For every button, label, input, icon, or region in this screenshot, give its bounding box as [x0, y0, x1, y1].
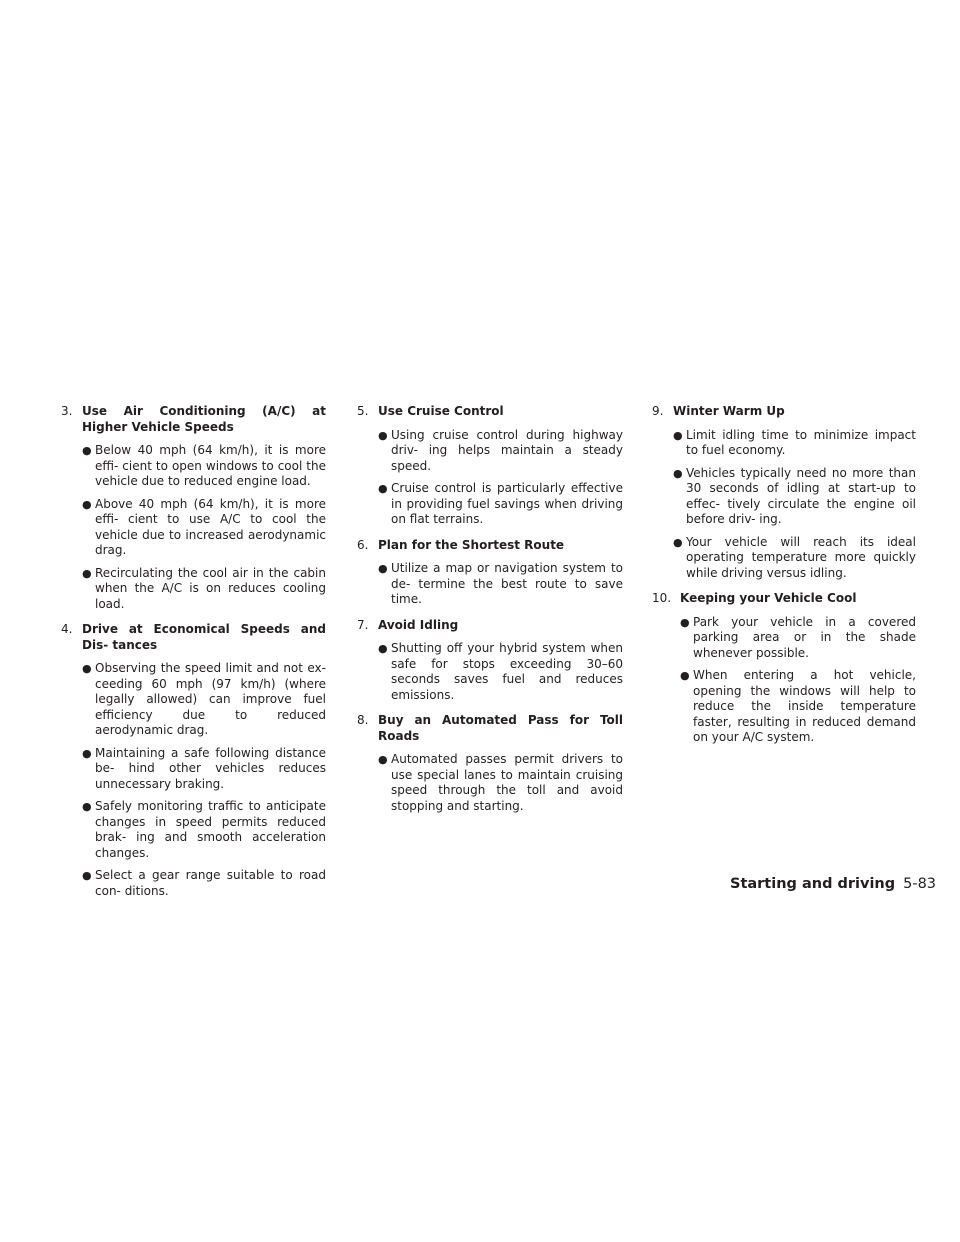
- bullet-list: [378, 561, 623, 608]
- bullet-icon: ●: [378, 562, 388, 575]
- list-item: [378, 481, 623, 528]
- bullet-text: Below 40 mph (64 km/h), it is more effi- cient to open windows to cool the vehicle due to reduced engine load.: [95, 443, 326, 488]
- list-item: [680, 615, 916, 662]
- column-1: [61, 404, 326, 909]
- list-item: [82, 746, 326, 793]
- bullet-text: Above 40 mph (64 km/h), it is more effi- cient to use A/C to cool the vehicle due to increased aerodynamic drag.: [95, 496, 326, 557]
- bullet-text: Your vehicle will reach its ideal operating temperature more quickly while driving versus idling.: [686, 534, 916, 580]
- bullet-list: [673, 428, 916, 582]
- bullet-icon: ●: [82, 746, 92, 760]
- section: [357, 538, 623, 608]
- bullet-text: Safely monitoring traffic to anticipate changes in speed permits reduced brak- ing and smooth acceleration changes.: [95, 799, 326, 860]
- section-heading: [652, 404, 916, 420]
- page-footer: [730, 876, 937, 892]
- section-heading: [61, 404, 326, 435]
- bullet-list: [378, 752, 623, 814]
- list-item: [82, 868, 326, 899]
- bullet-list: [680, 615, 916, 746]
- bullet-list: [82, 661, 326, 899]
- bullet-text: Select a gear range suitable to road con- ditions.: [95, 868, 326, 898]
- section: [652, 404, 916, 581]
- section-heading: [357, 404, 623, 420]
- bullet-text: Park your vehicle in a covered parking area or in the shade whenever possible.: [693, 614, 916, 660]
- bullet-text: Utilize a map or navigation system to de- termine the best route to save time.: [391, 561, 623, 606]
- list-item: [82, 566, 326, 613]
- bullet-icon: ●: [82, 444, 92, 457]
- list-item: [378, 641, 623, 703]
- list-item: [82, 799, 326, 861]
- list-item: [673, 535, 916, 582]
- bullet-icon: ●: [680, 615, 690, 629]
- list-item: [378, 752, 623, 814]
- list-item: [673, 428, 916, 459]
- section-title: Winter Warm Up: [673, 404, 785, 418]
- bullet-text: Using cruise control during highway driv- ing helps maintain a steady speed.: [391, 427, 623, 473]
- list-item: [82, 497, 326, 559]
- section-number: 8.: [357, 713, 369, 727]
- section-heading: [357, 538, 623, 554]
- section-title: Keeping your Vehicle Cool: [680, 591, 857, 605]
- section-heading: [357, 713, 623, 744]
- section-heading: [61, 622, 326, 653]
- section-number: 5.: [357, 404, 369, 418]
- bullet-icon: ●: [378, 428, 388, 442]
- section: [357, 618, 623, 704]
- section-number: 10.: [652, 591, 672, 605]
- bullet-icon: ●: [673, 535, 683, 549]
- section-number: 3.: [61, 404, 73, 418]
- section-title: Use Cruise Control: [378, 404, 504, 418]
- bullet-text: Limit idling time to minimize impact to fuel economy.: [686, 427, 916, 457]
- bullet-icon: ●: [82, 800, 92, 813]
- list-item: [82, 443, 326, 490]
- section-number: 6.: [357, 537, 369, 552]
- bullet-icon: ●: [673, 428, 683, 442]
- section-title: Avoid Idling: [378, 617, 459, 632]
- bullet-text: Observing the speed limit and not ex- ceeding 60 mph (97 km/h) (where legally allowed) can improve fuel efficiency due to reduced aerodynamic drag.: [95, 661, 326, 737]
- footer-page-number: 5-83: [903, 876, 937, 892]
- list-item: [378, 561, 623, 608]
- section: [61, 622, 326, 899]
- bullet-icon: ●: [82, 662, 92, 675]
- bullet-text: Maintaining a safe following distance be- hind other vehicles reduces unnecessary braking.: [95, 745, 326, 791]
- section-number: 4.: [61, 622, 73, 636]
- section-number: 7.: [357, 617, 369, 632]
- bullet-text: Recirculating the cool air in the cabin when the A/C is on reduces cooling load.: [95, 565, 326, 611]
- section-title: Plan for the Shortest Route: [378, 537, 565, 552]
- bullet-text: When entering a hot vehicle, opening the windows will help to reduce the inside temperature faster, resulting in reduced demand on your A/C system.: [693, 668, 916, 744]
- bullet-text: Shutting off your hybrid system when safe for stops exceeding 30–60 seconds saves fuel and reduces emissions.: [391, 641, 623, 702]
- bullet-text: Automated passes permit drivers to use special lanes to maintain cruising speed through the toll and avoid stopping and starting.: [391, 752, 623, 813]
- list-item: [378, 428, 623, 475]
- bullet-list: [378, 428, 623, 528]
- bullet-text: Cruise control is particularly effective in providing fuel savings when driving on flat terrains.: [391, 481, 623, 526]
- section: [357, 404, 623, 528]
- section: [61, 404, 326, 612]
- bullet-icon: ●: [82, 497, 92, 511]
- bullet-list: [82, 443, 326, 612]
- list-item: [673, 466, 916, 528]
- bullet-icon: ●: [378, 642, 388, 655]
- section: [357, 713, 623, 814]
- list-item: [680, 668, 916, 746]
- section-heading: [652, 591, 916, 607]
- bullet-text: Vehicles typically need no more than 30 seconds of idling at start-up to effec- tively circulate the engine oil before driv- ing.: [686, 465, 916, 526]
- section-title: Use Air Conditioning (A/C) at Higher Vehicle Speeds: [82, 404, 326, 434]
- bullet-icon: ●: [680, 669, 690, 682]
- bullet-icon: ●: [378, 482, 388, 495]
- section: [652, 591, 916, 746]
- section-number: 9.: [652, 404, 664, 418]
- section-heading: [357, 618, 623, 634]
- bullet-icon: ●: [378, 753, 388, 766]
- column-3: [652, 404, 916, 756]
- section-title: Drive at Economical Speeds and Dis- tances: [82, 622, 326, 652]
- bullet-list: [378, 641, 623, 703]
- section-title: Buy an Automated Pass for Toll Roads: [378, 713, 623, 743]
- bullet-icon: ●: [673, 466, 683, 480]
- footer-section-title: Starting and driving: [730, 876, 896, 892]
- bullet-icon: ●: [82, 869, 92, 882]
- column-2: [357, 404, 623, 824]
- list-item: [82, 661, 326, 739]
- bullet-icon: ●: [82, 566, 92, 580]
